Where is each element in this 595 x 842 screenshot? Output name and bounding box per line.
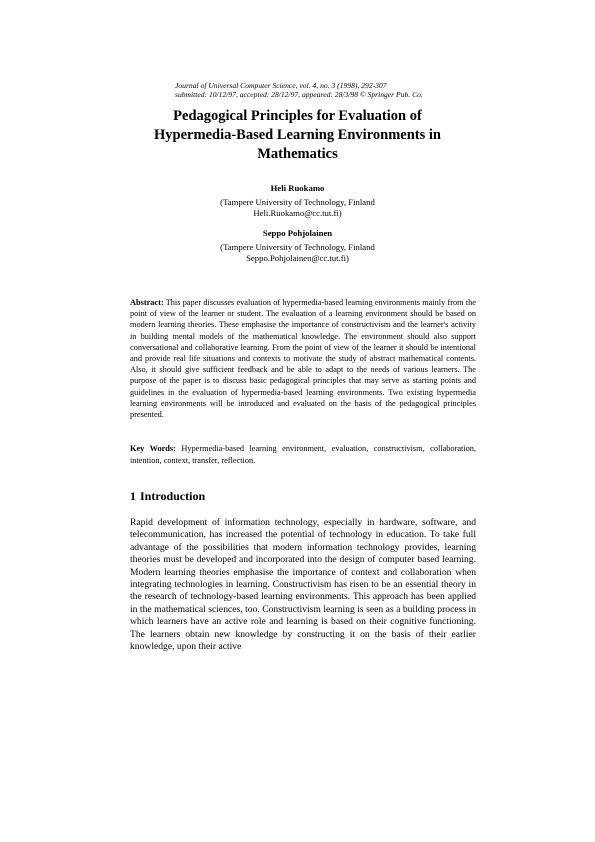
title-line-3: Mathematics — [257, 146, 338, 162]
title-line-1: Pedagogical Principles for Evaluation of — [173, 108, 422, 124]
paper-title — [120, 107, 475, 164]
author-affiliation: (Tampere University of Technology, Finland — [220, 197, 375, 207]
author-block — [120, 183, 475, 219]
section-title: Introduction — [140, 489, 206, 503]
keywords-label: Key Words: — [130, 444, 176, 453]
keywords — [130, 443, 476, 467]
introduction-paragraph: Rapid development of information technology, especially in hardware, software, and telecommunication, has increased the potential of technology in education. To take full advantage of the possibilities that modern information technology provides, learning theories must be developed and incorporated into the design of computer based learning. Modern learning theories emphasise the importance of context and collaboration when integrating technologies in learning. Constructivism has risen to be an essential theory in the research of technology-based learning environments. This approach has been applied in the mathematical sciences, too. Constructivism learning is seen as a building process in which learners have an active role and learning is based on their cognitive functioning. The learners obtain new knowledge by constructing it on the basis of their earlier knowledge, upon their active — [130, 517, 476, 653]
abstract-label: Abstract: — [130, 298, 164, 307]
author-email: Heli.Ruokamo@cc.tut.fi) — [253, 208, 342, 218]
section-number: 1 — [130, 489, 136, 503]
title-line-2: Hypermedia-Based Learning Environments in — [154, 127, 441, 143]
journal-header — [175, 81, 475, 99]
journal-citation: Journal of Universal Computer Science, vol. 4, no. 3 (1998), 292-307 — [175, 81, 387, 90]
author-block — [120, 228, 475, 264]
keywords-text: Hypermedia-based learning environment, evaluation, constructivism, collaboration, intention, context, transfer, reflection. — [130, 444, 476, 465]
author-name: Heli Ruokamo — [270, 183, 325, 193]
author-name: Seppo Pohjolainen — [262, 228, 333, 238]
abstract — [130, 297, 476, 420]
author-affiliation: (Tampere University of Technology, Finland — [220, 242, 375, 252]
abstract-text: This paper discusses evaluation of hypermedia-based learning environments mainly from the point of view of the learner or student. The evaluation of a learning environment should be based on modern learning theories. These emphasise the importance of constructivism and the learner's activity in building mental models of the mathematical knowledge. The environment should also support conversational and collaborative learning. From the point of view of the learner it should be intentional and provide real life situations and contexts to motivate the study of abstract mathematical contents. Also, it should give sufficient feedback and be able to adapt to the needs of various learners. The purpose of the paper is to discuss basic pedagogical principles that may serve as starting points and guidelines in the evaluation of hypermedia-based learning environments. Two existing hypermedia learning environments will be introduced and evaluated on the basis of the pedagogical principles presented. — [130, 298, 476, 420]
submission-dates: submitted: 10/12/97, accepted: 28/12/97, appeared: 28/3/98 © Springer Pub. Co. — [175, 90, 423, 99]
section-heading — [130, 489, 209, 504]
author-email: Seppo.Pohjolainen@cc.tut.fi) — [246, 253, 349, 263]
